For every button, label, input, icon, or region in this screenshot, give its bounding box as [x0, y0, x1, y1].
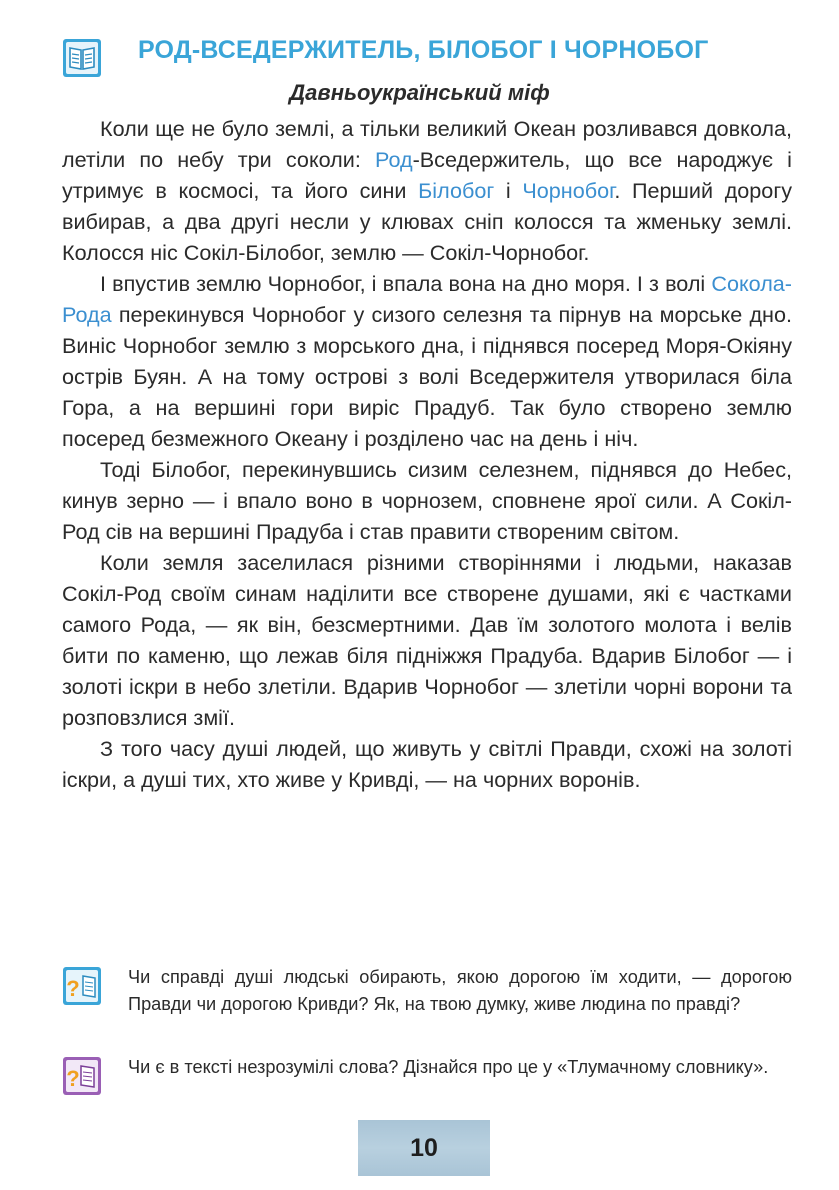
dictionary-hint-text: Чи є в тексті незрозумілі слова? Дізнайся про це у «Тлумачному словнику». [128, 1057, 769, 1077]
book-icon [62, 38, 102, 78]
paragraph: Тоді Білобог, перекинувшись сизим селезнем, піднявся до Небес, кинув зерно — і впало воно в чорнозем, сповнене ярої сили. А Сокіл-Род сів на вершині Прадуба і став правити створеним світом. [62, 457, 792, 544]
paragraph: І впустив землю Чорнобог, і впала вона на дно моря. І з волі Сокола-Рода перекинувся Чорнобог у сизого селезня та пірнув на морське дно. Виніс Чорнобог землю з морського дна, і піднявся посеред Моря-Окіяну острів Буян. А на тому острові з волі Вседержителя утворилася біла Гора, а на вершині гори виріс Прадуб. Так було створено землю посеред безмежного Океану і розділено час на день і ніч. [62, 271, 792, 451]
question-book-icon [62, 966, 102, 1006]
svg-text:?: ? [66, 976, 80, 1001]
page-title: РОД-ВСЕДЕРЖИТЕЛЬ, БІЛОБОГ І ЧОРНОБОГ [138, 36, 709, 64]
highlighted-word: Чорнобог [522, 178, 615, 203]
page-number: 10 [410, 1134, 438, 1162]
highlighted-word: Род [374, 147, 413, 172]
question-text: Чи справді душі людські обирають, якою дорогою їм ходити, — дорогою Правди чи дорогою Кривди? Як, на твою думку, живе людина по правді? [128, 967, 792, 1014]
story-text [62, 113, 792, 795]
dictionary-icon [62, 1056, 102, 1096]
highlighted-word: Білобог [418, 178, 495, 203]
title-row [62, 36, 802, 80]
page-subtitle: Давньоукраїнський міф [289, 80, 550, 105]
paragraph: Коли ще не було землі, а тільки великий Океан розливався довкола, летіли по небу три соколи: Род-Вседержитель, що все народжує і утримує в космосі, та його сини Білобог і Чорнобог. Перший дорогу вибирав, а два другі несли у клювах сніп колосся та жменьку землі. Колосся ніс Сокіл-Білобог, землю — Сокіл-Чорнобог. [62, 116, 792, 265]
svg-text:?: ? [66, 1066, 80, 1091]
highlighted-word: Сокола-Рода [62, 271, 792, 327]
page-number-box [358, 1120, 490, 1176]
paragraph: З того часу душі людей, що живуть у світлі Правди, схожі на золоті іскри, а душі тих, хто живе у Кривді, — на чорних воронів. [62, 736, 792, 792]
paragraph: Коли земля заселилася різними створіннями і людьми, наказав Сокіл-Род своїм синам наділити все створене душами, які є частками самого Рода, — як він, безсмертними. Дав їм золотого молота і велів бити по каменю, що лежав біля підніжжя Прадуба. Вдарив Білобог — і золоті іскри в небо злетіли. Вдарив Чорнобог — злетіли чорні ворони та розповзлися змії. [62, 550, 792, 730]
